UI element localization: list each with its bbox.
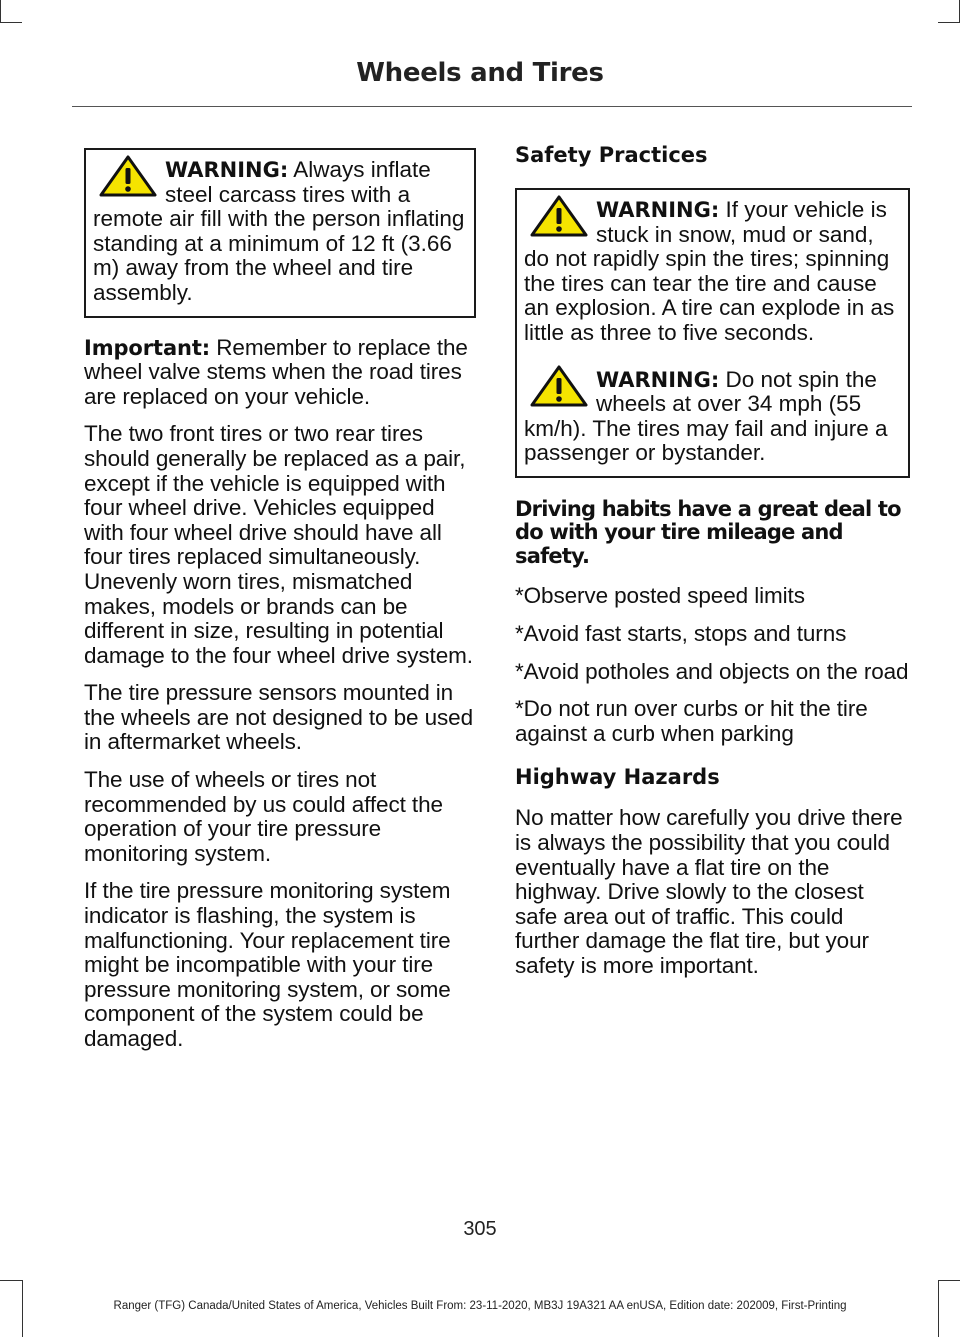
- header-rule: [72, 106, 912, 107]
- right-column: [515, 140, 910, 992]
- section-title-safety-practices: Safety Practices: [515, 143, 708, 167]
- warning-triangle-icon: [528, 364, 590, 408]
- warning-box-remote-air-fill: [84, 148, 476, 318]
- page-number: 305: [463, 1218, 497, 1240]
- warning-text: Do not spin the wheels at over 34 mph (55 km/h). The tires may fail and injure a passenger or bystander.: [524, 366, 888, 466]
- tip-item: *Observe posted speed limits: [515, 583, 805, 609]
- paragraph-wheel-recommendation: The use of wheels or tires not recommended by us could affect the operation of your tire pressure monitoring system.: [84, 767, 443, 866]
- heading-driving-habits: Driving habits have a great deal to do with your tire mileage and safety.: [515, 496, 901, 568]
- warning-label: WARNING:: [165, 158, 289, 182]
- warning-triangle-icon: [97, 154, 159, 198]
- crop-mark-bottom-right: [938, 1280, 960, 1281]
- paragraph-tire-pairs: The two front tires or two rear tires should generally be replaced as a pair, except if the vehicle is equipped with four wheel drive. Vehicles equipped with four wheel drive should have all four tires replaced simultaneously. Unevenly worn tires, mismatched makes, models or brands can be different in size, resulting in potential damage to the four wheel drive system.: [84, 421, 473, 668]
- warning-text: Always inflate steel carcass tires with a remote air fill with the person inflating standing at a minimum of 12 ft (3.66 m) away from the wheel and tire assembly.: [93, 157, 465, 305]
- warning-label: WARNING:: [596, 198, 720, 222]
- important-label: Important:: [84, 335, 211, 360]
- page-header-title: Wheels and Tires: [356, 58, 604, 88]
- warning-item: [524, 198, 900, 346]
- left-column: [84, 140, 476, 1065]
- paragraph-tpms-indicator: If the tire pressure monitoring system indicator is flashing, the system is malfunctioning. Your replacement tire might be incompatible with your tire pressure monitoring system, or some component of the system could be damaged.: [84, 878, 451, 1051]
- tip-item: *Avoid fast starts, stops and turns: [515, 621, 847, 647]
- crop-mark-top-right-h: [938, 22, 960, 23]
- warning-item: [524, 368, 900, 466]
- section-title-highway-hazards: Highway Hazards: [515, 765, 720, 790]
- crop-mark-bottom-left: [0, 1280, 22, 1281]
- warning-item: [93, 158, 466, 306]
- paragraph-highway-hazards: No matter how carefully you drive there is always the possibility that you could eventually have a flat tire on the highway. Drive slowly to the closest safe area out of traffic. This could further damage the flat tire, but your safety is more important.: [515, 805, 903, 978]
- warning-label: WARNING:: [596, 367, 720, 392]
- tip-item: *Avoid potholes and objects on the road: [515, 658, 909, 684]
- paragraph-pressure-sensors: The tire pressure sensors mounted in the wheels are not designed to be used in aftermarket wheels.: [84, 680, 473, 755]
- tip-item: *Do not run over curbs or hit the tire against a curb when parking: [515, 696, 868, 746]
- crop-mark-top-left: [0, 0, 1, 22]
- important-note: [84, 336, 476, 410]
- footer-edition-info: Ranger (TFG) Canada/United States of America, Vehicles Built From: 23-11-2020, MB3J 19A321 AA enUSA, Edition date: 202009, First-Printing: [113, 1300, 847, 1312]
- warning-box-safety: [515, 188, 910, 478]
- crop-mark-top-left-h: [0, 22, 22, 23]
- warning-triangle-icon: [528, 194, 590, 238]
- important-text: Remember to replace the wheel valve stems when the road tires are replaced on your vehicle.: [84, 334, 468, 409]
- warning-text: If your vehicle is stuck in snow, mud or sand, do not rapidly spin the tires; spinning the tires can tear the tire and cause an explosion. A tire can explode in as little as three to five seconds.: [524, 197, 895, 345]
